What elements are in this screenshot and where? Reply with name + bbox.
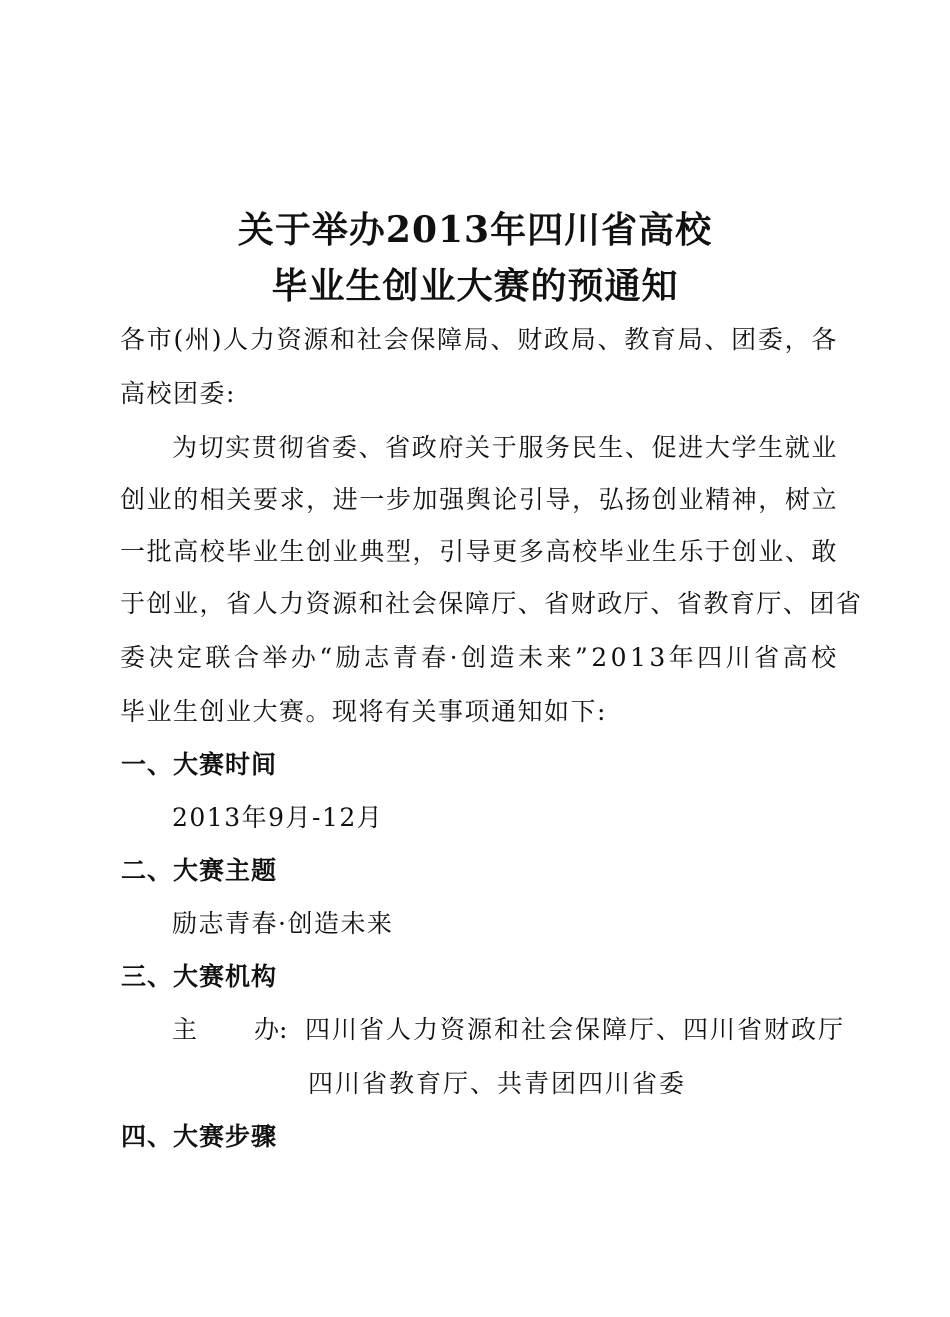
- title-line-1: 关于举办2013年四川省高校: [237, 209, 713, 251]
- body-line-3: 一 批 高 校 毕 业 生 创 业 典 型 ， 引 导 更 多 高 校 毕 业 生 乐 于 创 业 、 敢: [120, 537, 838, 566]
- salutation-line-2: 高校团委:: [120, 379, 236, 408]
- section-heading-theme: 二、大赛主题: [121, 856, 278, 885]
- section-content-theme: 励志青春·创造未来: [172, 909, 394, 938]
- organizer-label-char-1: 主: [172, 1015, 198, 1044]
- organizer-line-2: 四川省教育厅、共青团四川省委: [308, 1069, 687, 1098]
- organizer-line-1: 四川省人力资源和社会保障厅、四川省财政厅: [305, 1015, 846, 1044]
- body-line-4: 于 创 业 ， 省 人 力 资 源 和 社 会 保 障 厅 、 省 财 政 厅 、 省 教 育 厅 、 团 省: [120, 589, 863, 618]
- body-line-2: 创 业 的 相 关 要 求 ， 进 一 步 加 强 舆 论 引 导 ， 弘 扬 创 业 精 神 ， 树 立: [120, 485, 838, 514]
- section-heading-time: 一、大赛时间: [121, 750, 278, 779]
- organizer-label-char-2: 办:: [254, 1015, 288, 1044]
- title-line-2: 毕业生创业大赛的预通知: [271, 265, 679, 307]
- section-content-time: 2013年9月-12月: [172, 803, 384, 832]
- section-heading-steps: 四、大赛步骤: [121, 1122, 278, 1151]
- body-line-5: 委 决 定 联 合 举 办 “ 励 志 青 春 · 创 造 未 来 ” 2 0 1 3 年 四 川 省 高 校: [120, 643, 838, 672]
- body-line-1: 为 切 实 贯 彻 省 委 、 省 政 府 关 于 服 务 民 生 、 促 进 大 学 生 就 业: [172, 433, 838, 462]
- body-line-6: 毕业生创业大赛。现将有关事项通知如下:: [120, 697, 607, 726]
- salutation-line-1: 各 市 ( 州 ) 人 力 资 源 和 社 会 保 障 局 、 财 政 局 、 教 育 局 、 团 委 ， 各: [120, 325, 838, 354]
- section-heading-organization: 三、大赛机构: [121, 962, 278, 991]
